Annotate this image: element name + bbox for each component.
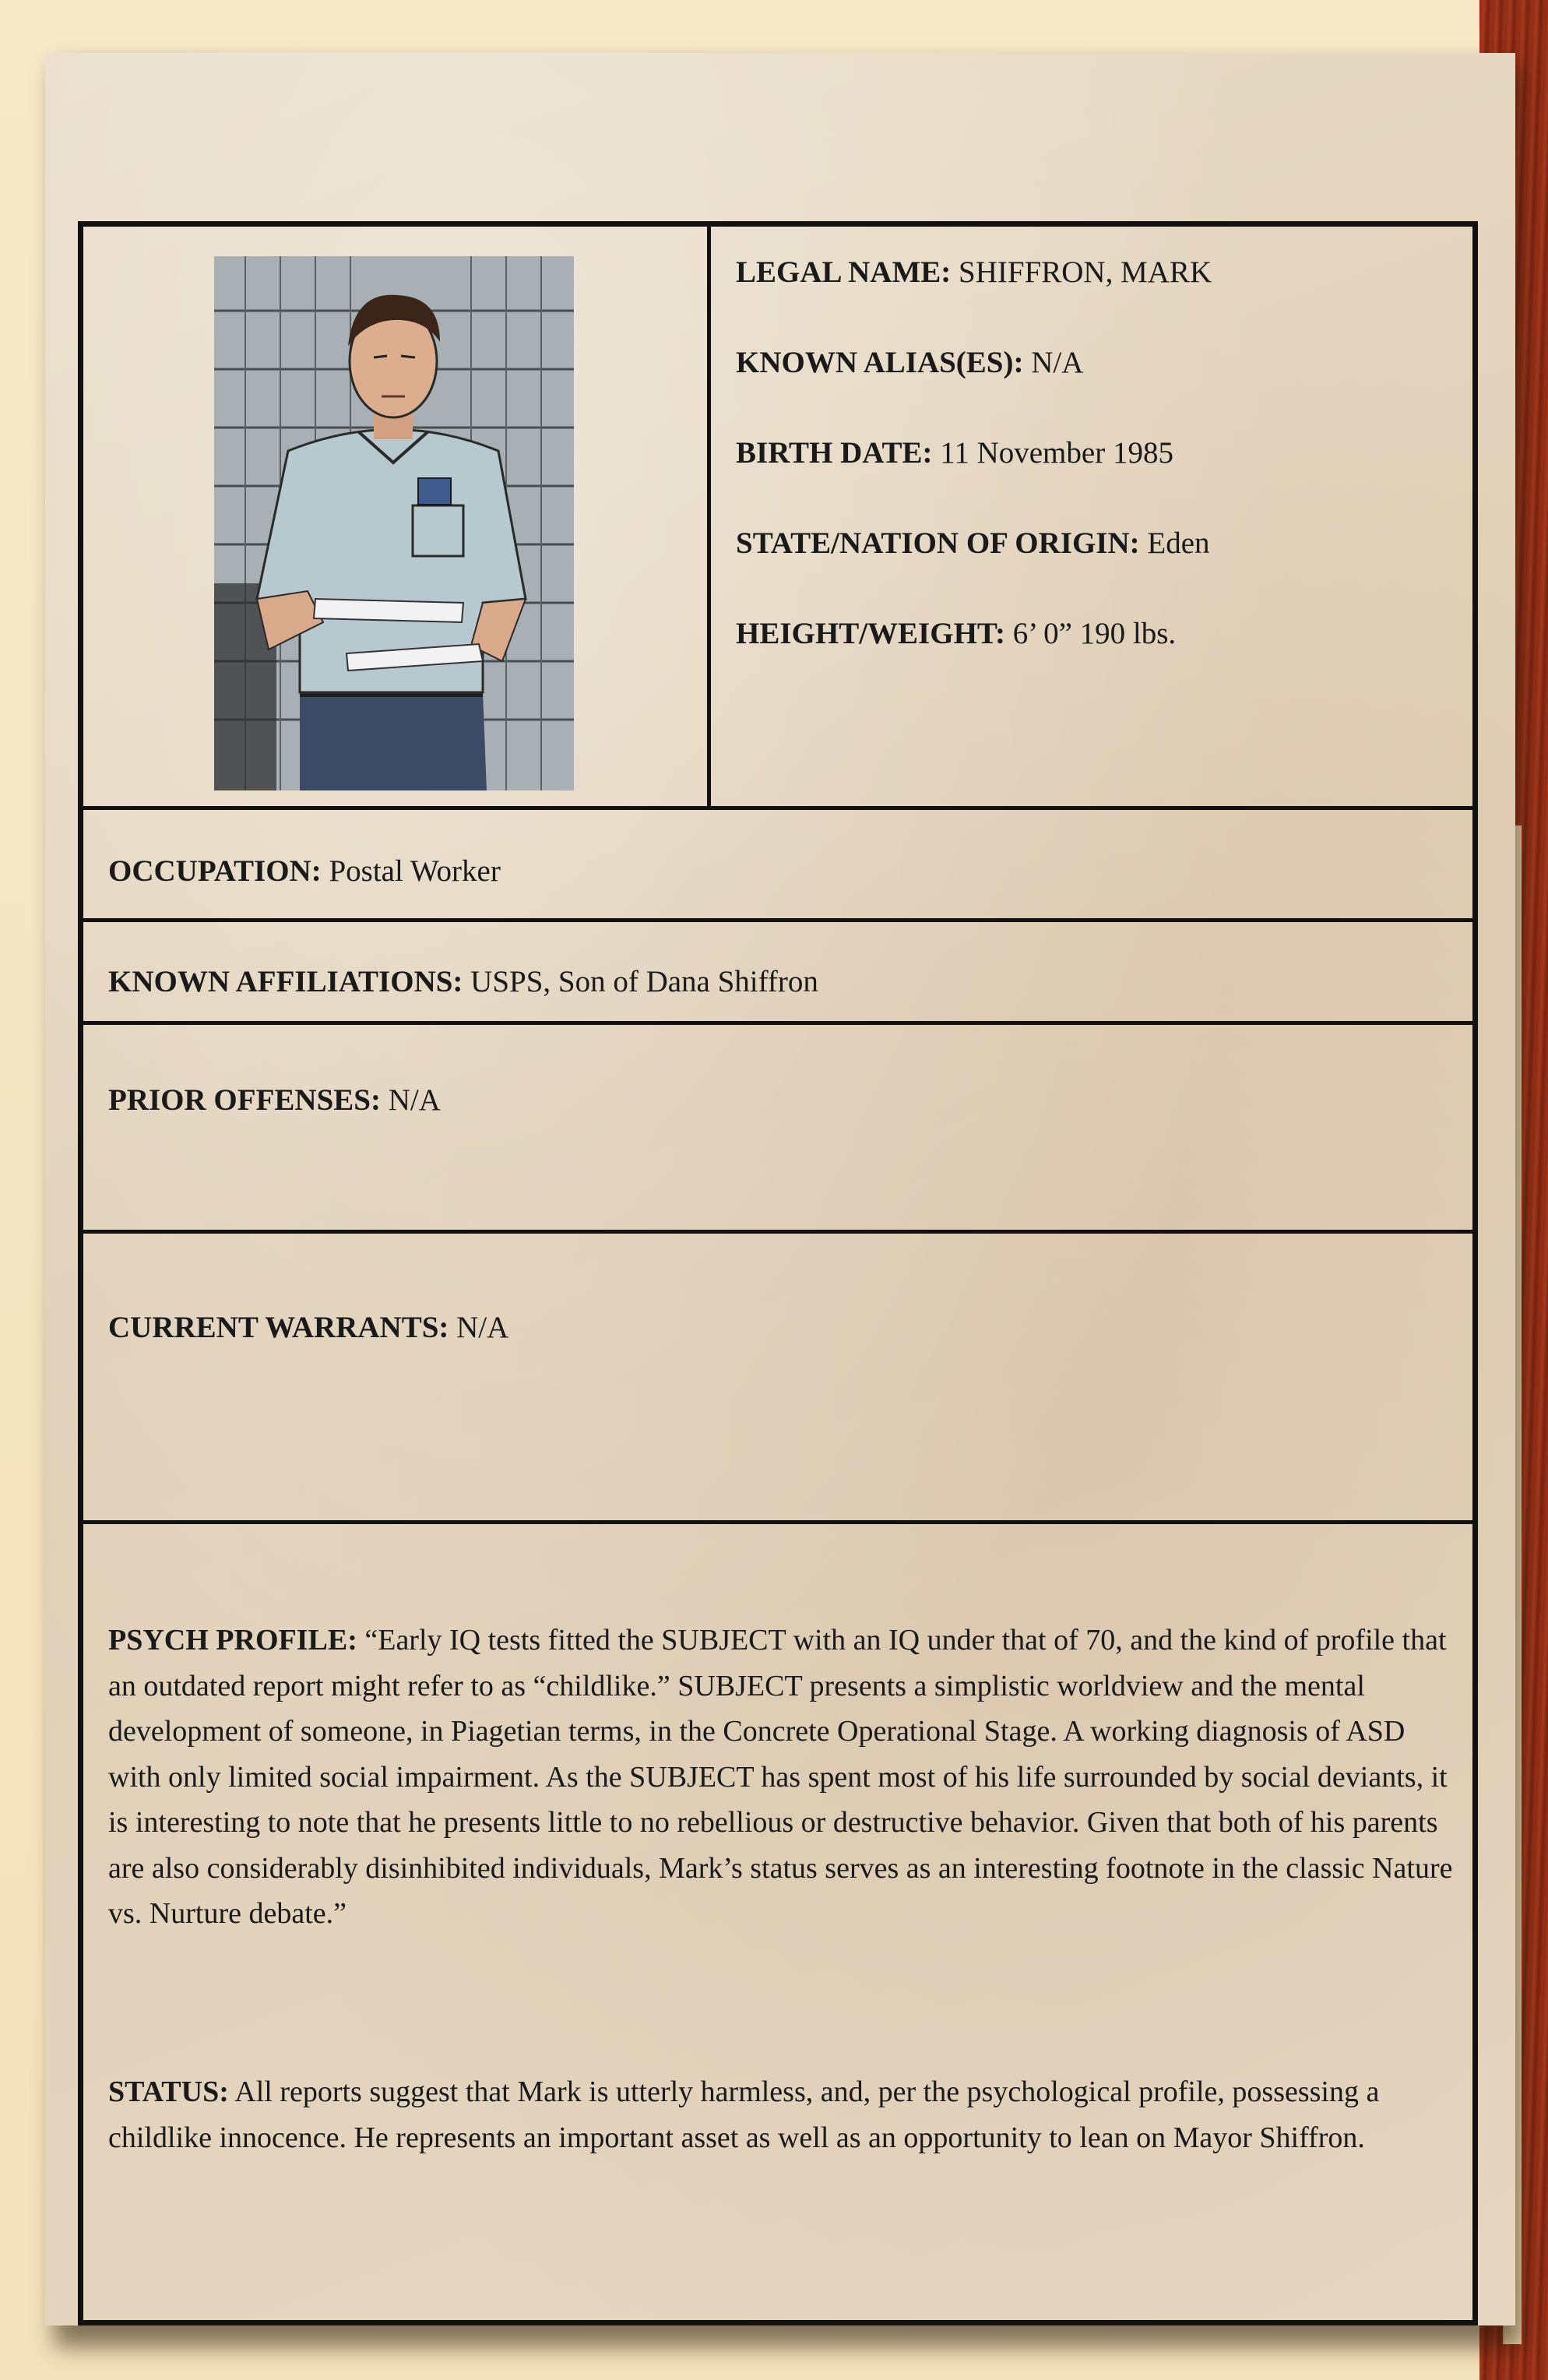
warrants-label: CURRENT WARRANTS: (108, 1311, 449, 1344)
alias-value: N/A (1031, 346, 1084, 379)
prior-offenses-value: N/A (388, 1083, 441, 1117)
birth-date-value: 11 November 1985 (940, 436, 1173, 470)
affiliations-label: KNOWN AFFILIATIONS: (108, 965, 463, 998)
profile-cell (83, 1524, 1478, 2320)
psych-profile-paragraph (108, 1618, 1455, 1937)
psych-profile-text: “Early IQ tests fitted the SUBJECT with an IQ under that of 70, and the kind of profile that an outdated report might refer to as “childlike.” SUBJECT presents a simplistic worldview and the mental development of someone, in Piagetian terms, in the Concrete Operational Stage. A working diagnosis of ASD with only limited social impairment. As the SUBJECT has spent most of his life surrounded by social deviants, it is interesting to note that he presents little to no rebellious or destructive behavior. Given that both of his parents are also considerably disinhibited individuals, Mark’s status serves as an interesting footnote in the classic Nature vs. Nurture debate.” (108, 1624, 1453, 1930)
prior-offenses-cell (83, 1025, 1478, 1234)
occupation-field (108, 854, 501, 890)
alias-field (736, 345, 1083, 382)
height-weight-label: HEIGHT/WEIGHT: (736, 617, 1006, 650)
legal-name-label: LEGAL NAME: (736, 255, 952, 289)
alias-label: KNOWN ALIAS(ES): (736, 346, 1024, 379)
occupation-value: Postal Worker (329, 854, 501, 888)
origin-field (736, 526, 1210, 562)
legal-name-field (736, 255, 1212, 291)
dossier-page (45, 53, 1515, 2325)
occupation-label: OCCUPATION: (108, 854, 322, 888)
prior-offenses-label: PRIOR OFFENSES: (108, 1083, 381, 1117)
status-label: STATUS: (108, 2075, 229, 2108)
identity-cell (711, 227, 1478, 810)
dossier-form (78, 221, 1478, 2325)
origin-label: STATE/NATION OF ORIGIN: (736, 526, 1140, 560)
affiliations-cell (83, 922, 1478, 1025)
birth-date-field (736, 435, 1173, 472)
psych-profile-label: PSYCH PROFILE: (108, 1624, 357, 1656)
height-weight-field (736, 616, 1176, 653)
occupation-cell (83, 810, 1478, 922)
affiliations-field (108, 964, 818, 1001)
status-text: All reports suggest that Mark is utterly harmless, and, per the psychological profile, possessing a childlike innocence. He represents an important asset as well as an opportunity to lean on Mayor Shiffron. (108, 2075, 1380, 2154)
height-weight-value: 6’ 0” 190 lbs. (1012, 617, 1177, 650)
warrants-field (108, 1310, 508, 1347)
prior-offenses-field (108, 1083, 441, 1119)
status-paragraph (108, 2069, 1455, 2160)
legal-name-value: SHIFFRON, MARK (959, 255, 1212, 289)
subject-photo (214, 256, 574, 790)
warrants-cell (83, 1234, 1478, 1524)
warrants-value: N/A (456, 1311, 509, 1344)
origin-value: Eden (1147, 526, 1210, 560)
birth-date-label: BIRTH DATE: (736, 436, 933, 470)
postal-worker-illustration (214, 256, 574, 790)
photo-cell (83, 227, 711, 810)
affiliations-value: USPS, Son of Dana Shiffron (470, 965, 818, 998)
